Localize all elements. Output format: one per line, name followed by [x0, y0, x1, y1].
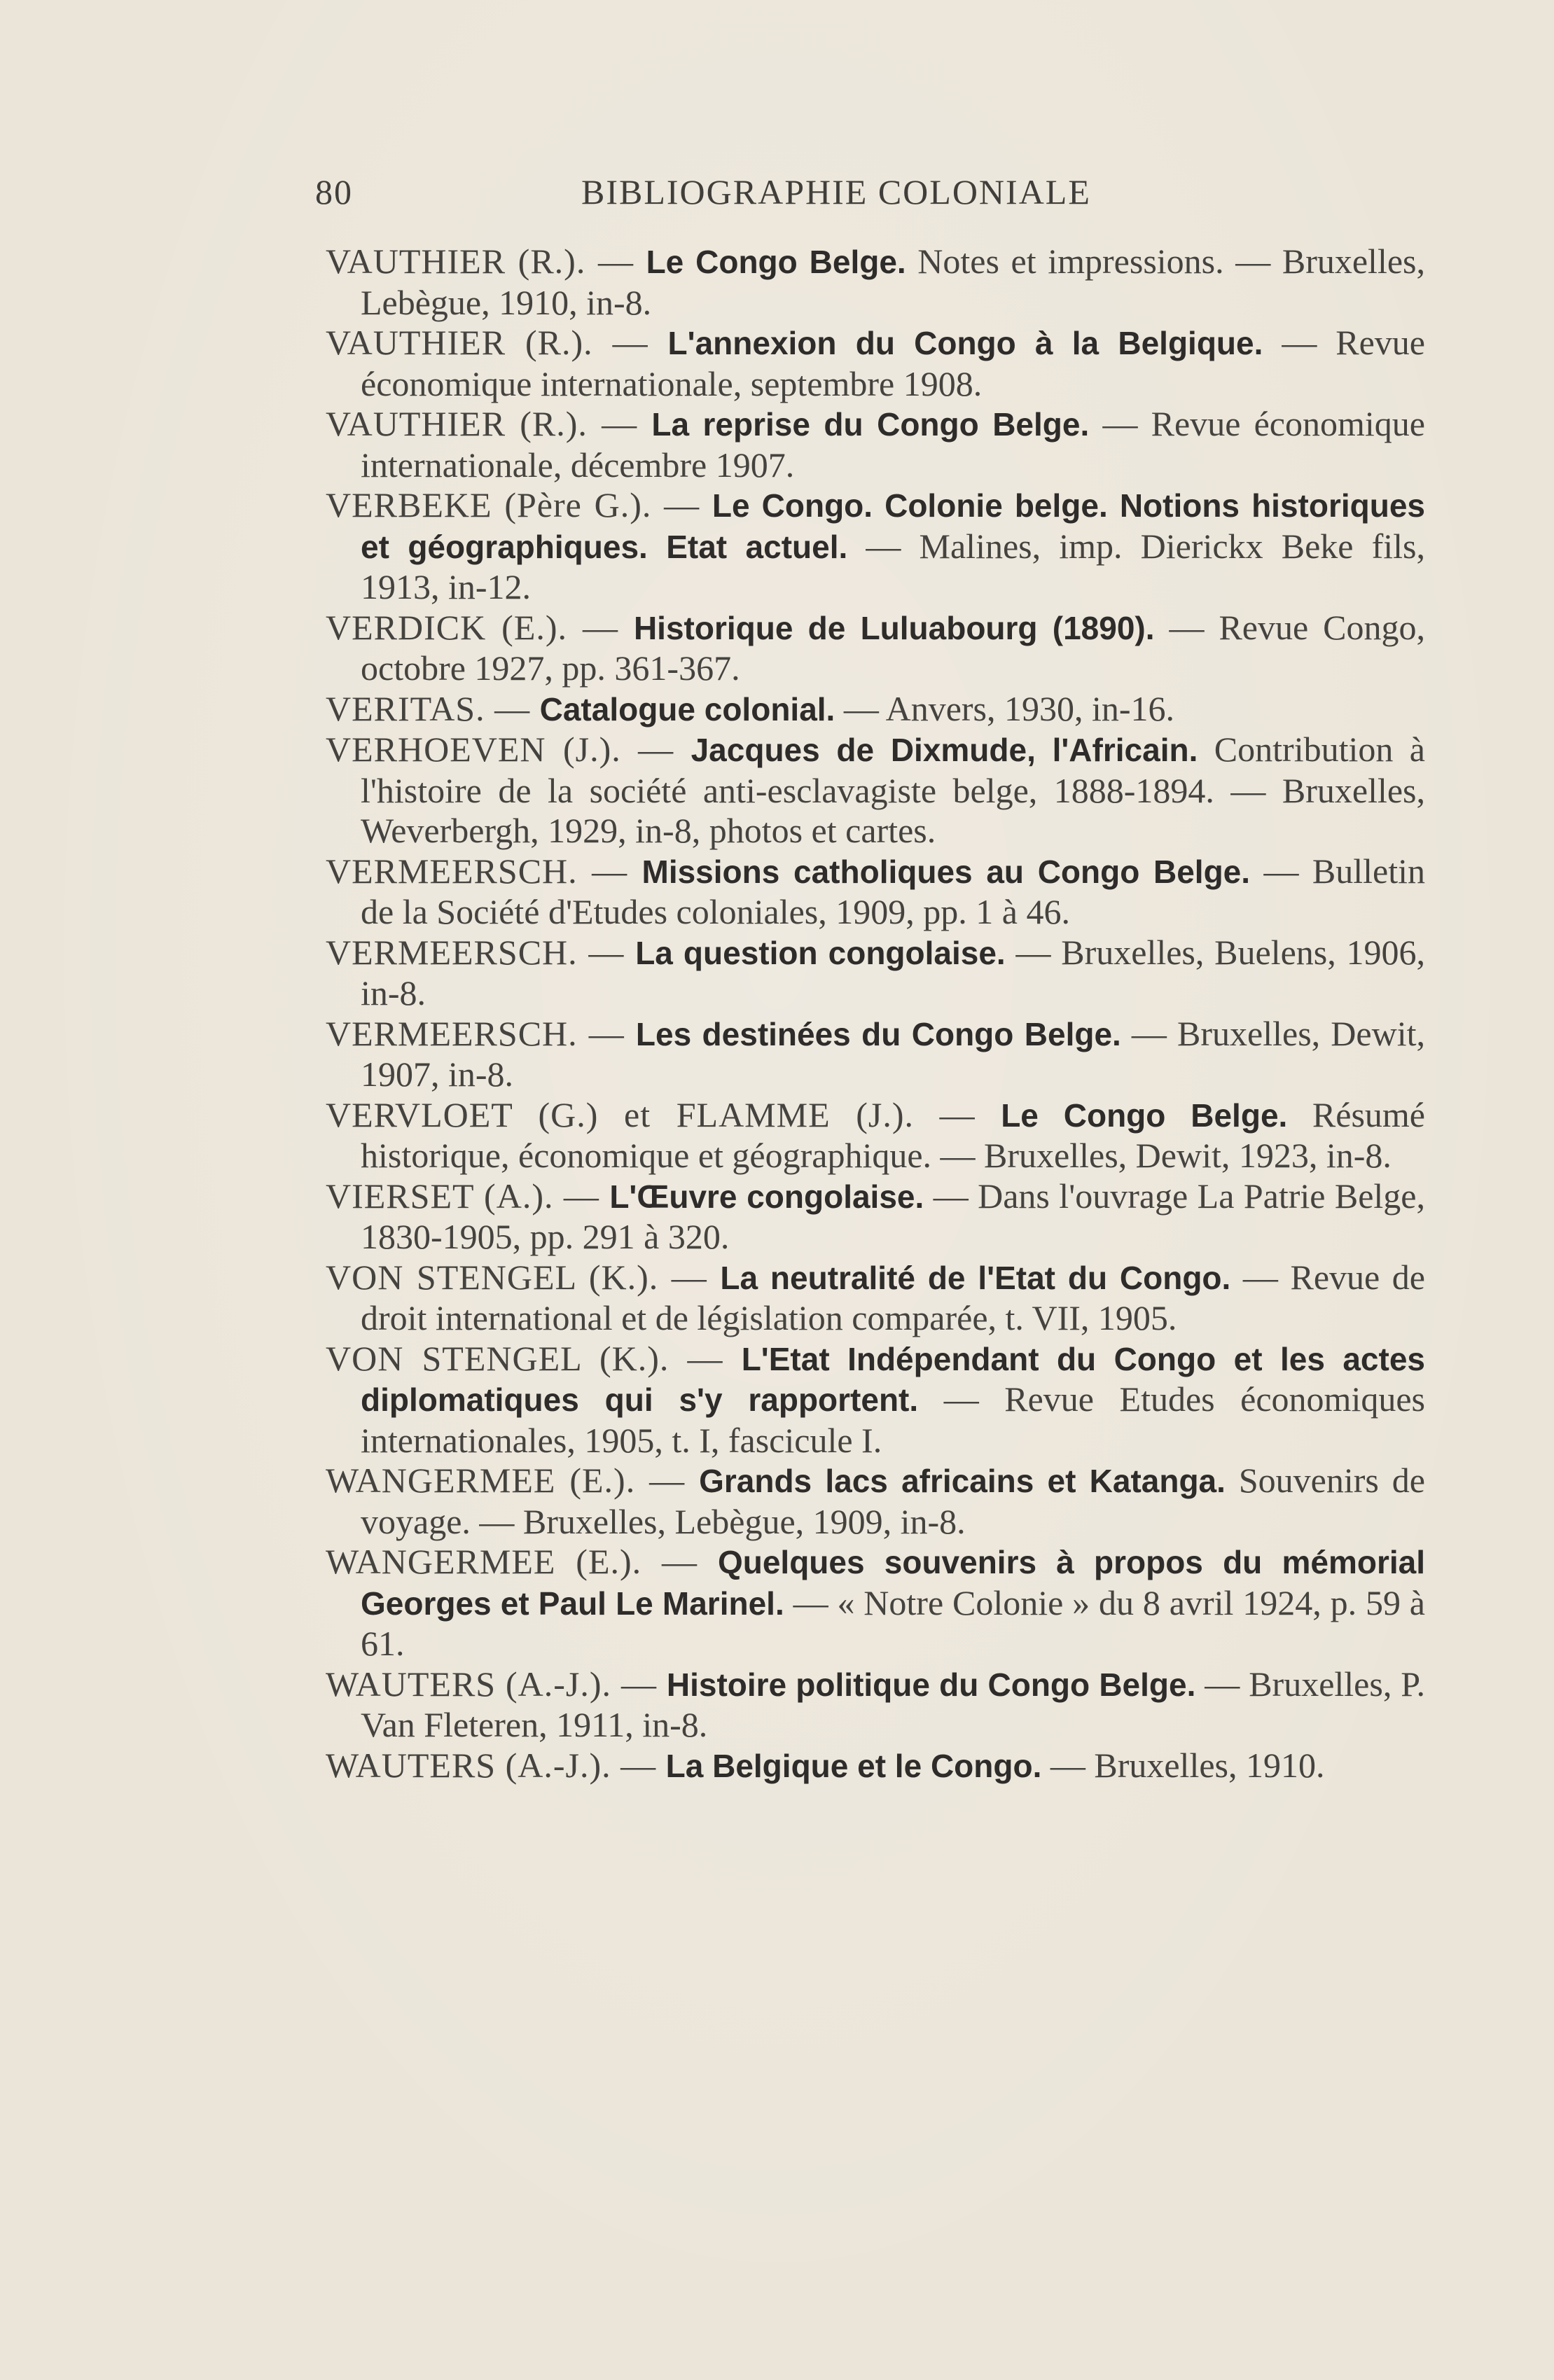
entry-details: — « Notre Colonie » du 8 avril 1924, p. 59 à 61.	[361, 1582, 1425, 1663]
entry-details: Résumé historique, économique et géographique. — Bruxelles, Dewit, 1923, in-8.	[361, 1094, 1425, 1175]
entry-author: VERBEKE (Père G.). —	[326, 485, 712, 524]
bibliography-entry	[326, 1542, 1425, 1664]
entry-details: — Revue Etudes économiques internationales, 1905, t. I, fascicule I.	[361, 1379, 1425, 1460]
entry-details: — Bruxelles, P. Van Fleteren, 1911, in-8.	[361, 1664, 1425, 1744]
entry-author: VERDICK (E.). —	[326, 607, 634, 647]
entry-title: Le Congo Belge.	[646, 244, 906, 280]
bibliography-entry	[326, 404, 1425, 485]
entry-author: VERMEERSCH. —	[326, 851, 642, 891]
entry-details: Souvenirs de voyage. — Bruxelles, Lebègue, 1909, in-8.	[361, 1461, 1425, 1541]
entry-details: — Bruxelles, 1910.	[1041, 1745, 1325, 1785]
entry-details: — Revue économique internationale, décembre 1907.	[361, 404, 1425, 485]
bibliography-entry	[326, 608, 1425, 689]
entry-author: VERITAS. —	[326, 688, 540, 728]
entry-author: VON STENGEL (K.). —	[326, 1257, 721, 1297]
entry-title: Les destinées du Congo Belge.	[635, 1015, 1121, 1052]
entry-title: La question congolaise.	[635, 934, 1006, 971]
bibliography-entry	[326, 1176, 1425, 1258]
entry-title: La neutralité de l'Etat du Congo.	[720, 1259, 1231, 1296]
entry-title: La reprise du Congo Belge.	[651, 406, 1090, 443]
bibliography-entry	[326, 1014, 1425, 1095]
page-header	[315, 172, 1457, 221]
entry-title: Missions catholiques au Congo Belge.	[641, 853, 1251, 890]
running-title: BIBLIOGRAPHIE COLONIALE	[581, 172, 1091, 211]
bibliography-entry	[326, 242, 1425, 323]
entry-author: VON STENGEL (K.). —	[326, 1338, 742, 1378]
entry-title: Jacques de Dixmude, l'Africain.	[691, 732, 1198, 768]
bibliography-entry	[326, 730, 1425, 851]
entry-author: WAUTERS (A.-J.). —	[326, 1664, 667, 1704]
bibliography-entry	[326, 1746, 1425, 1787]
entry-title: Le Congo Belge.	[1001, 1097, 1288, 1134]
entry-details: Notes et impressions. — Bruxelles, Lebègue, 1910, in-8.	[361, 242, 1425, 322]
entry-author: WAUTERS (A.-J.). —	[326, 1745, 666, 1785]
entry-author: WANGERMEE (E.). —	[326, 1542, 718, 1581]
entry-details: — Bruxelles, Dewit, 1907, in-8.	[361, 1013, 1425, 1094]
entry-author: VERVLOET (G.) et FLAMME (J.). —	[326, 1094, 1001, 1134]
entry-details: — Anvers, 1930, in-16.	[835, 688, 1175, 728]
entry-title: Le Congo. Colonie belge. Notions historiques et géographiques. Etat actuel.	[361, 487, 1426, 565]
entry-title: Grands lacs africains et Katanga.	[699, 1463, 1226, 1499]
bibliography-entry	[326, 1664, 1425, 1746]
bibliography-entry	[326, 323, 1425, 404]
bibliography-list	[326, 242, 1425, 1786]
entry-details: — Dans l'ouvrage La Patrie Belge, 1830-1905, pp. 291 à 320.	[361, 1176, 1425, 1256]
bibliography-entry	[326, 689, 1425, 730]
entry-details: — Bruxelles, Buelens, 1906, in-8.	[361, 932, 1425, 1012]
entry-details: — Revue Congo, octobre 1927, pp. 361-367.	[361, 607, 1425, 688]
bibliography-entry	[326, 933, 1425, 1014]
entry-title: L'annexion du Congo à la Belgique.	[667, 325, 1263, 361]
entry-author: VAUTHIER (R.). —	[326, 242, 646, 281]
entry-details: — Bulletin de la Société d'Etudes coloniales, 1909, pp. 1 à 46.	[361, 851, 1425, 931]
page-number: 80	[315, 172, 353, 211]
entry-title: Catalogue colonial.	[539, 690, 835, 728]
bibliography-entry	[326, 1258, 1425, 1339]
entry-author: WANGERMEE (E.). —	[326, 1461, 700, 1500]
entry-author: VERMEERSCH. —	[326, 1013, 636, 1053]
entry-details: — Revue économique internationale, septembre 1908.	[361, 323, 1425, 403]
bibliography-entry	[326, 851, 1425, 933]
entry-author: VAUTHIER (R.). —	[326, 404, 652, 443]
bibliography-entry	[326, 1339, 1425, 1461]
entry-author: VERHOEVEN (J.). —	[326, 730, 691, 769]
entry-title: Histoire politique du Congo Belge.	[666, 1666, 1196, 1703]
bibliography-entry	[326, 485, 1425, 608]
entry-title: La Belgique et le Congo.	[665, 1747, 1042, 1784]
entry-title: Quelques souvenirs à propos du mémorial Georges et Paul Le Marinel.	[361, 1544, 1425, 1622]
entry-details: — Revue de droit international et de législation comparée, t. VII, 1905.	[361, 1257, 1425, 1337]
entry-title: L'Œuvre congolaise.	[609, 1178, 924, 1215]
bibliography-entry	[326, 1095, 1425, 1176]
entry-author: VERMEERSCH. —	[326, 932, 636, 972]
entry-author: VAUTHIER (R.). —	[326, 323, 668, 362]
entry-title: Historique de Luluabourg (1890).	[633, 609, 1155, 646]
entry-title: L'Etat Indépendant du Congo et les actes diplomatiques qui s'y rapportent.	[361, 1340, 1426, 1418]
entry-details: Contribution à l'histoire de la société anti-esclavagiste belge, 1888-1894. — Bruxelles, Weverbergh, 1929, in-8, photos et cartes.	[361, 730, 1425, 850]
entry-details: — Malines, imp. Dierickx Beke fils, 1913, in-12.	[361, 526, 1425, 606]
entry-author: VIERSET (A.). —	[326, 1176, 610, 1216]
bibliography-entry	[326, 1461, 1425, 1542]
